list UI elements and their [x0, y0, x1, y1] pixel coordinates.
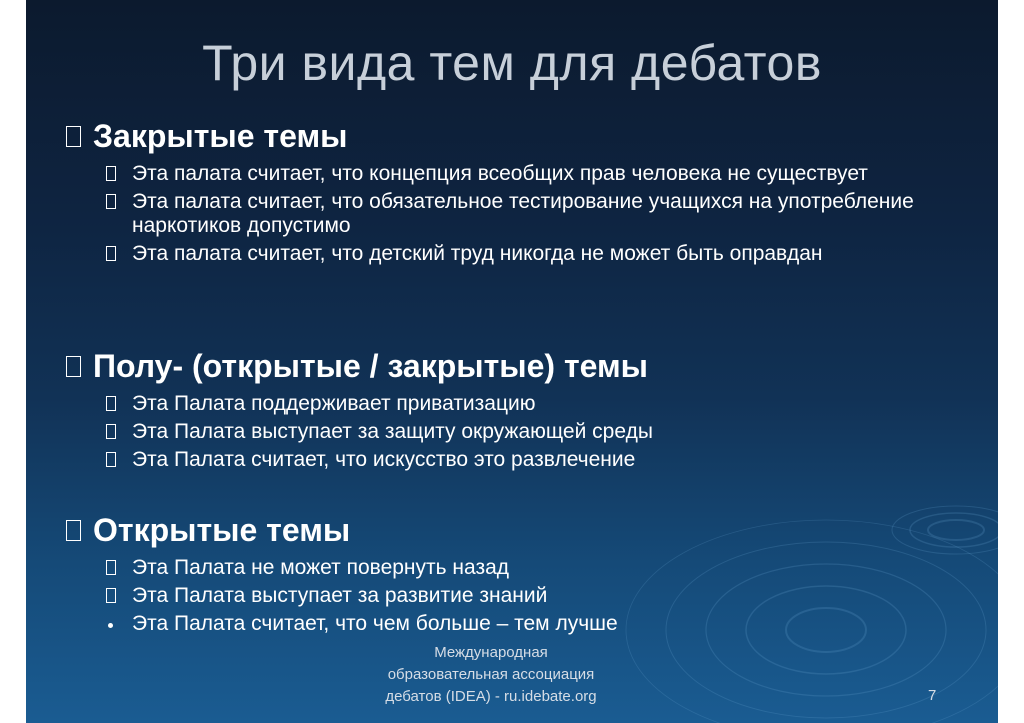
section-semi-open-topics: [66, 348, 976, 476]
list-item: Эта Палата поддерживает приватизацию: [106, 392, 976, 416]
topic-list: [66, 162, 976, 266]
square-bullet-icon: [106, 424, 116, 439]
square-bullet-icon: [106, 396, 116, 411]
section-heading: [66, 118, 976, 154]
square-bullet-icon: [106, 166, 116, 181]
section-heading-text: Полу- (открытые / закрытые) темы: [93, 348, 648, 384]
section-heading: [66, 512, 976, 548]
square-bullet-icon: [106, 194, 116, 209]
footer-credit: [356, 642, 626, 708]
footer-line: дебатов (IDEA) - ru.idebate.org: [385, 688, 597, 705]
slide: [26, 0, 998, 723]
section-heading-text: Открытые темы: [93, 512, 351, 548]
list-item: Эта Палата выступает за защиту окружающей среды: [106, 420, 976, 444]
slide-title: Три вида тем для дебатов: [202, 35, 822, 91]
page-number: 7: [928, 687, 937, 704]
section-heading: [66, 348, 976, 384]
section-heading-text: Закрытые темы: [93, 118, 348, 154]
topic-list: [66, 556, 976, 636]
list-item: Эта Палата выступает за развитие знаний: [106, 584, 976, 608]
topic-list: [66, 392, 976, 472]
list-item: Эта палата считает, что обязательное тестирование учащихся на употребление наркотиков допустимо: [106, 190, 976, 238]
footer-line: Международная: [434, 644, 548, 661]
list-item: Эта Палата считает, что чем больше – тем лучше: [106, 612, 976, 636]
square-bullet-icon: [66, 356, 81, 377]
dot-bullet-icon: [106, 616, 116, 631]
square-bullet-icon: [66, 126, 81, 147]
square-bullet-icon: [106, 560, 116, 575]
square-bullet-icon: [106, 246, 116, 261]
square-bullet-icon: [106, 588, 116, 603]
list-item: Эта палата считает, что детский труд никогда не может быть оправдан: [106, 242, 976, 266]
footer-line: образовательная ассоциация: [387, 666, 595, 683]
list-item: Эта Палата считает, что искусство это развлечение: [106, 448, 976, 472]
list-item: Эта Палата не может повернуть назад: [106, 556, 976, 580]
square-bullet-icon: [66, 520, 81, 541]
square-bullet-icon: [106, 452, 116, 467]
section-closed-topics: [66, 118, 976, 270]
section-open-topics: [66, 512, 976, 640]
list-item: Эта палата считает, что концепция всеобщих прав человека не существует: [106, 162, 976, 186]
